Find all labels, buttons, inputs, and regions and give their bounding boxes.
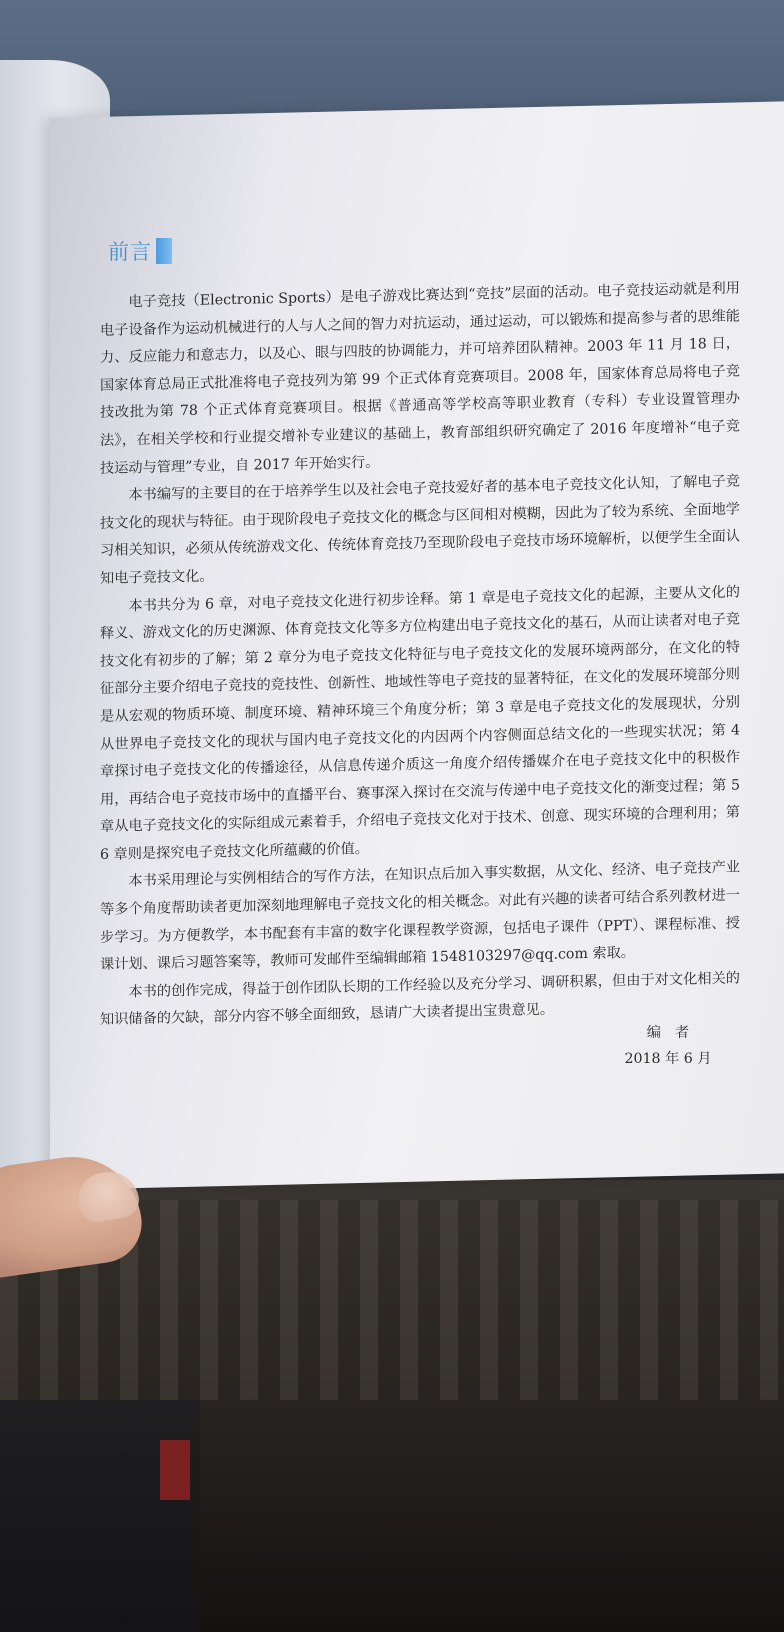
signature-date: 2018 年 6 月 xyxy=(624,1051,712,1067)
paragraph-2: 本书编写的主要目的在于培养学生以及社会电子竞技爱好者的基本电子竞技文化认知，了解电子竞技文化的现状与特征。由于现阶段电子竞技文化的概念与区间相对模糊，因此为了较为系统、全面地学习相关知识，必须从传统游戏文化、传统体育竞技乃至现阶段电子竞技市场环境解析，以便学生全面认知电子竞技文化。 xyxy=(100,473,740,587)
heading-accent-bar xyxy=(156,238,172,264)
preface-title: 前言 xyxy=(108,240,152,264)
signature-author: 编者 xyxy=(646,1025,704,1041)
signature-block xyxy=(608,1020,728,1072)
paragraph-4: 本书采用理论与实例相结合的写作方法，在知识点后加入事实数据，从文化、经济、电子竞技产业等多个角度帮助读者更加深刻地理解电子竞技文化的相关概念。对此有兴趣的读者可结合系列教材进一步学习。为方便教学，本书配套有丰富的数字化课程教学资源，包括电子课件（PPT）、课程标准、授课计划、课后习题答案等，教师可发邮件至编辑邮箱 1548103297@qq.com 索取。 xyxy=(100,859,740,974)
preface-heading xyxy=(108,236,172,266)
paragraph-3: 本书共分为 6 章，对电子竞技文化进行初步诠释。第 1 章是电子竞技文化的起源，主要从文化的释义、游戏文化的历史渊源、体育竞技文化等多方位构建出电子竞技文化的基石，从而让读者对电子竞技文化有初步的了解；第 2 章分为电子竞技文化特征与电子竞技文化的发展环境两部分，在文化的特征部分主要介绍电子竞技的竞技性、创新性、地域性等电子竞技的显著特征，在文化的发展环境部分则是从宏观的物质环境、制度环境、精神环境三个角度分析；第 3 章是电子竞技文化的发展现状，分别从世界电子竞技文化的现状与国内电子竞技文化的内因两个内容侧面总结文化的一些现实状况；第 4 章探讨电子竞技文化的传播途径，从信息传递介质这一角度介绍传播媒介在电子竞技文化中的积极作用，再结合电子竞技市场中的直播平台、赛事深入探讨在交流与传递中电子竞技文化的渐变过程；第 5 章从电子竞技文化的实际组成元素着手，介绍电子竞技文化对于技术、创意、现实环境的合理利用；第 6 章则是探究电子竞技文化所蕴藏的价值。 xyxy=(100,584,740,863)
preface-body xyxy=(100,275,740,1035)
paragraph-1: 电子竞技（Electronic Sports）是电子游戏比赛达到“竞技”层面的活动。电子竞技运动就是利用电子设备作为运动机械进行的人与人之间的智力对抗运动，通过运动，可以锻炼和提高参与者的思维能力、反应能力和意志力，以及心、眼与四肢的协调能力，并可培养团队精神。2003 年 11 月 18 日，国家体育总局正式批准将电子竞技列为第 99 个正式体育竞赛项目。2008 年，国家体育总局将电子竞技改批为第 78 个正式体育竞赛项目。根据《普通高等学校高等职业教育（专科）专业设置管理办法》，在相关学校和行业提交增补专业建议的基础上，教育部组织研究确定了 2016 年度增补“电子竞技运动与管理”专业，自 2017 年开始实行。 xyxy=(100,280,740,477)
paragraph-5: 本书的创作完成，得益于创作团队长期的工作经验以及充分学习、调研积累，但由于对文化相关的知识储备的欠缺，部分内容不够全面细致，恳请广大读者提出宝贵意见。 xyxy=(100,970,740,1029)
